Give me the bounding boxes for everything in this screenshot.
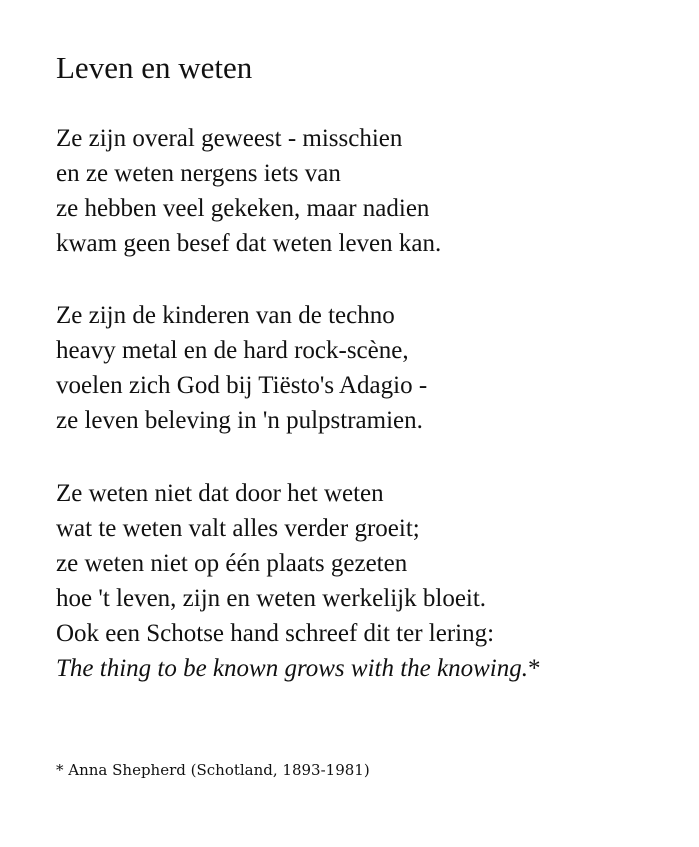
- stanza-2: [56, 298, 427, 438]
- poem-quote-line: [56, 651, 541, 686]
- poem-line: ze weten niet op één plaats gezeten: [56, 550, 408, 577]
- stanza-1: [56, 121, 441, 261]
- poem-line: hoe 't leven, zijn en weten werkelijk bloeit.: [56, 585, 487, 612]
- poem-line: ze leven beleving in 'n pulpstramien.: [56, 407, 423, 434]
- poem-line: Ze zijn overal geweest - misschien: [56, 125, 403, 152]
- poem-quote: The thing to be known grows with the knowing.: [56, 655, 528, 682]
- poem-line: ze hebben veel gekeken, maar nadien: [56, 195, 430, 222]
- stanza-3: [56, 476, 541, 686]
- poem-line: Ze weten niet dat door het weten: [56, 480, 384, 507]
- poem-title: Leven en weten: [56, 50, 253, 85]
- poem-line: en ze weten nergens iets van: [56, 160, 341, 187]
- poem-line: kwam geen besef dat weten leven kan.: [56, 230, 442, 257]
- poem-line: wat te weten valt alles verder groeit;: [56, 515, 420, 542]
- poem-line: heavy metal en de hard rock-scène,: [56, 337, 409, 364]
- poem-line: voelen zich God bij Tiësto's Adagio -: [56, 372, 428, 399]
- footnote: * Anna Shepherd (Schotland, 1893-1981): [56, 761, 370, 779]
- footnote-marker: *: [528, 655, 541, 682]
- poem-line: Ook een Schotse hand schreef dit ter lering:: [56, 620, 495, 647]
- poem-line: Ze zijn de kinderen van de techno: [56, 302, 395, 329]
